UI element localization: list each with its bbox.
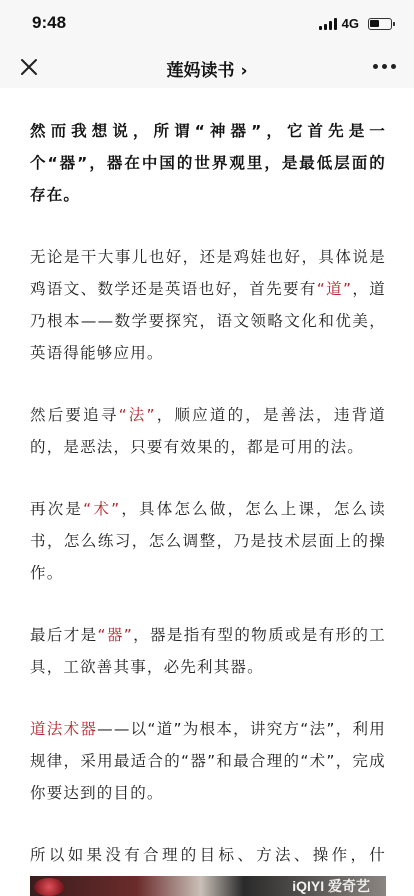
highlight-fa: “法” — [118, 406, 156, 424]
article-paragraph-4: 再次是“术”，具体怎么做，怎么上课，怎么读书，怎么练习，怎么调整，乃是技术层面上的操作。 — [30, 500, 386, 582]
highlight-daofashuqi: 道法术器 — [30, 720, 98, 738]
nav-bar — [0, 46, 414, 88]
more-icon[interactable] — [373, 64, 396, 69]
article-paragraph-2: 无论是干大事儿也好，还是鸡娃也好，具体说是鸡语文、数学还是英语也好，首先要有“道”，道乃根本——数学要探究，语文领略文化和优美，英语得能够应用。 — [30, 248, 386, 362]
signal-icon — [319, 18, 337, 30]
chevron-right-icon: › — [240, 61, 248, 81]
battery-tip — [393, 22, 395, 26]
image-logo: iQIYI 爱奇艺 — [292, 878, 370, 894]
highlight-shu: “术” — [83, 500, 121, 518]
highlight-dao: “道” — [316, 280, 353, 298]
article-paragraph-7: 所以如果没有合理的目标、方法、操作，什 — [30, 846, 386, 864]
article-paragraph-3: 然后要追寻“法”，顺应道的，是善法，违背道的，是恶法，只要有效果的，都是可用的法。 — [30, 406, 386, 456]
article-paragraph-5: 最后才是“器”，器是指有型的物质或是有形的工具，工欲善其事，必先利其器。 — [30, 626, 386, 676]
highlight-qi: “器” — [97, 626, 133, 644]
battery-level — [370, 20, 379, 27]
article-image[interactable] — [30, 876, 386, 896]
battery-icon — [368, 18, 392, 30]
account-name: 莲妈读书 — [166, 61, 235, 81]
account-title-link[interactable] — [0, 56, 414, 81]
article-body — [30, 115, 386, 896]
network-type: 4G — [341, 16, 359, 31]
flower-graphic — [34, 878, 64, 896]
status-time: 9:48 — [32, 13, 67, 32]
article-paragraph-6: 道法术器——以“道”为根本，讲究方“法”，利用规律，采用最适合的“器”和最合理的“术”，完成你要达到的目的。 — [30, 720, 386, 802]
status-indicators — [319, 16, 392, 31]
status-bar — [0, 0, 414, 46]
article-paragraph-1: 然而我想说，所谓“神器”，它首先是一个“器”，器在中国的世界观里，是最低层面的存在。 — [30, 122, 386, 204]
